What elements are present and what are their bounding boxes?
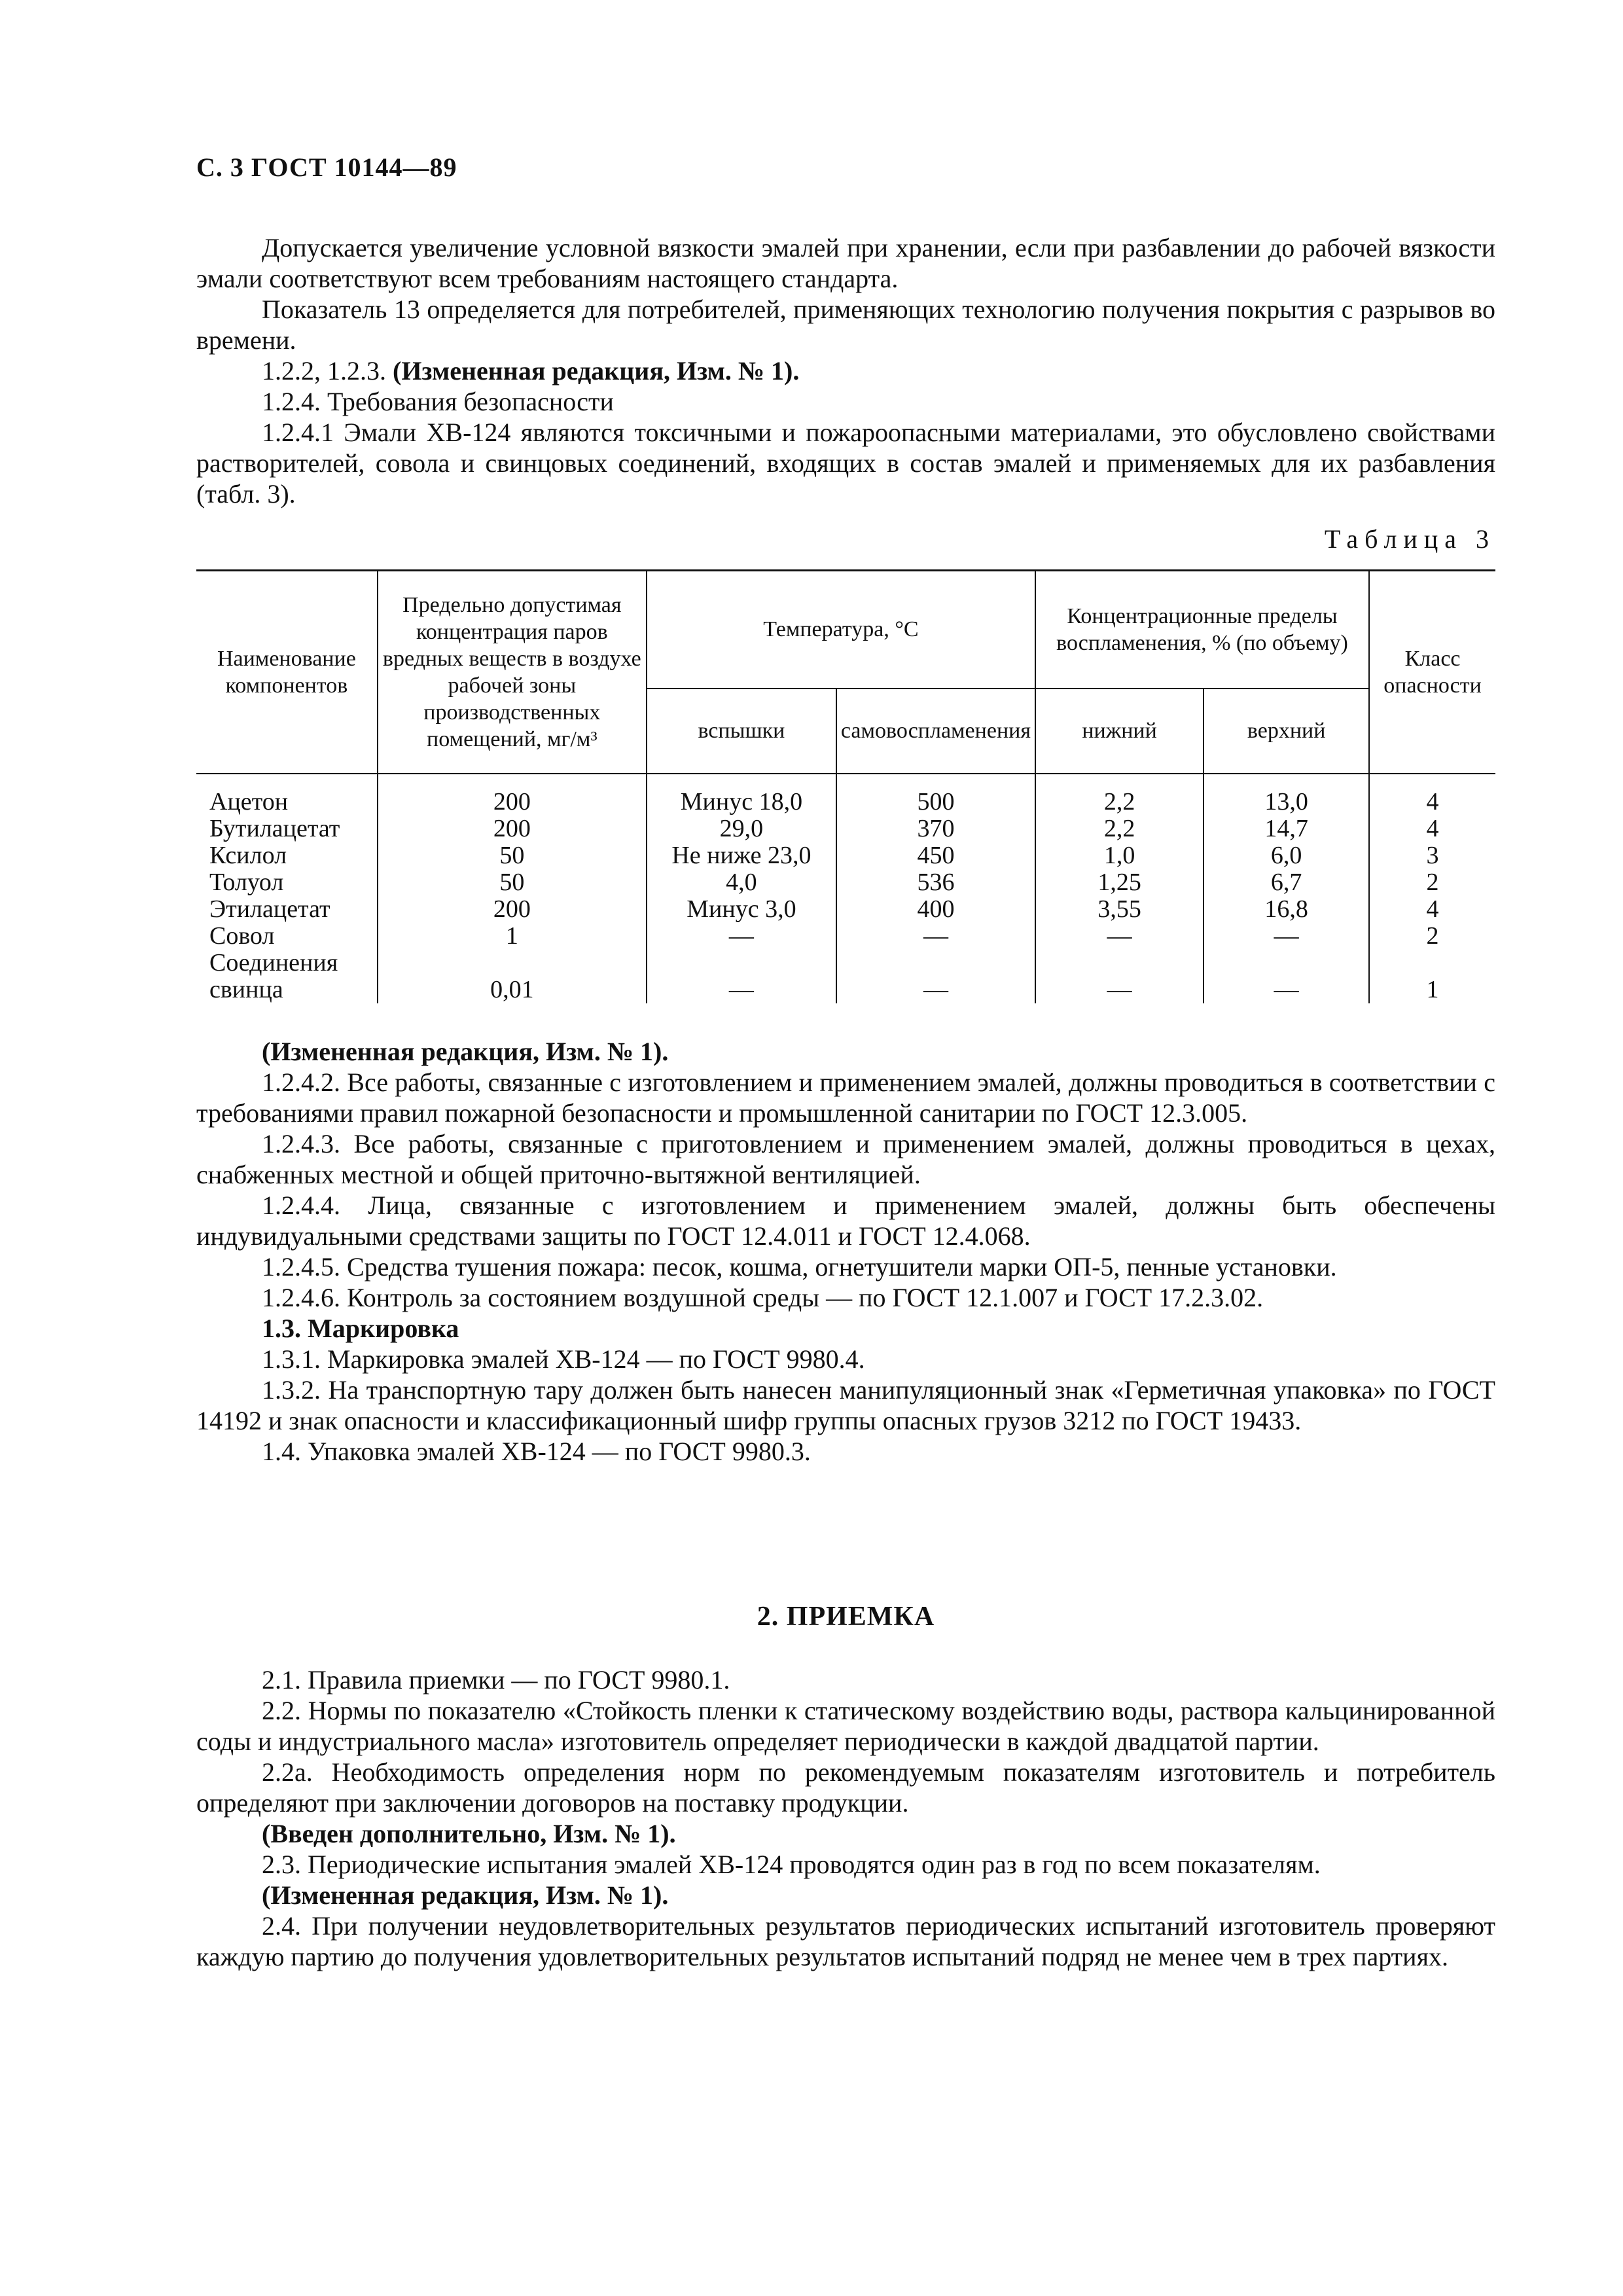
header-flash: вспышки [647,689,836,774]
paragraph-viscosity: Допускается увеличение условной вязкости эмалей при хранении, если при разбавлении до рабочей вязкости эмали соответствуют всем требованиям настоящего стандарта. [196,233,1495,293]
table-cell [647,950,836,977]
table-cell: 450 [836,842,1035,869]
table-cell: Бутилацетат [196,816,378,842]
paragraph-131: 1.3.1. Маркировка эмалей ХВ-124 — по ГОСТ 9980.4. [262,1344,865,1374]
paragraph-24: 2.4. При получении неудовлетворительных результатов периодических испытаний изготовитель проверяют каждую партию до получения удовлетворительных результатов испытаний подряд не менее чем в трех партиях. [196,1911,1495,1971]
table-row [196,977,1495,1003]
paragraph-132: 1.3.2. На транспортную тару должен быть нанесен манипуляционный знак «Герметичная упаковка» по ГОСТ 14192 и знак опасности и классификационный шифр группы опасных грузов 3212 по ГОСТ 19433. [196,1375,1495,1435]
table-cell: 13,0 [1204,774,1369,816]
table-cell [1035,950,1204,977]
paragraph-22: 2.2. Нормы по показателю «Стойкость пленки к статическому воздействию воды, раствора кальцинированной соды и индустриального масла» изготовитель определяет периодически в каждой двадцатой партии. [196,1696,1495,1756]
header-temperature: Температура, °С [647,571,1035,689]
heading-safety-requirements: 1.2.4. Требования безопасности [262,387,614,416]
after-table-section [196,1036,1495,1467]
table-cell: — [836,977,1035,1003]
acceptance-section [196,1664,1495,1972]
table-caption: Таблица 3 [1324,524,1495,554]
table-cell: — [647,923,836,950]
table-cell: 536 [836,869,1035,896]
table-cell: — [1035,923,1204,950]
header-lower: нижний [1035,689,1204,774]
header-upper: верхний [1204,689,1369,774]
table-cell: 4 [1369,816,1495,842]
table-cell: Совол [196,923,378,950]
paragraph-indicator-13: Показатель 13 определяется для потребителей, применяющих технологию получения покрытия с разрывов во времени. [196,295,1495,355]
table-cell: — [836,923,1035,950]
paragraph-14: 1.4. Упаковка эмалей ХВ-124 — по ГОСТ 9980.3. [262,1437,811,1466]
header-concentration: Концентрационные пределы воспламенения, % (по объему) [1035,571,1369,689]
paragraph-122-123 [196,355,1495,386]
table-cell: свинца [196,977,378,1003]
table-cell: — [1204,977,1369,1003]
table-cell [836,950,1035,977]
table-cell: Ксилол [196,842,378,869]
table-cell [1369,950,1495,977]
table-cell: 2,2 [1035,774,1204,816]
clause-number: 1.2.2, 1.2.3. [262,356,386,386]
amendment-note: (Измененная редакция, Изм. № 1). [262,1037,669,1066]
table-cell: Этилацетат [196,896,378,923]
table-cell: 1 [1369,977,1495,1003]
table-row [196,842,1495,869]
table-cell: 2,2 [1035,816,1204,842]
header-name: Наименование компонентов [196,571,378,774]
hazard-table [196,569,1495,1003]
paragraph-1246: 1.2.4.6. Контроль за состоянием воздушной среды — по ГОСТ 12.1.007 и ГОСТ 17.2.3.02. [262,1283,1264,1312]
table-cell: 14,7 [1204,816,1369,842]
table-cell: 2 [1369,869,1495,896]
table-cell: Ацетон [196,774,378,816]
table-cell: 3,55 [1035,896,1204,923]
table-cell: 4 [1369,896,1495,923]
page-header: С. 3 ГОСТ 10144—89 [196,152,457,182]
table-cell [378,950,647,977]
table-cell: — [1204,923,1369,950]
table-cell: 1,0 [1035,842,1204,869]
table-cell: 0,01 [378,977,647,1003]
table-cell: 200 [378,816,647,842]
table-row [196,950,1495,977]
paragraph-1244: 1.2.4.4. Лица, связанные с изготовлением и применением эмалей, должны быть обеспечены индувидуальными средствами защиты по ГОСТ 12.4.011 и ГОСТ 12.4.068. [196,1191,1495,1251]
table-cell: 50 [378,842,647,869]
amendment-note: (Измененная редакция, Изм. № 1). [393,356,800,386]
table-cell: 370 [836,816,1035,842]
paragraph-21: 2.1. Правила приемки — по ГОСТ 9980.1. [262,1665,730,1695]
table-row [196,923,1495,950]
header-autoignition: самовоспламенения [836,689,1035,774]
table-cell: Минус 3,0 [647,896,836,923]
table-cell: 1 [378,923,647,950]
paragraph-1242: 1.2.4.2. Все работы, связанные с изготовлением и применением эмалей, должны проводиться в соответствии с требованиями правил пожарной безопасности и промышленной санитарии по ГОСТ 12.3.005. [196,1067,1495,1128]
table-cell: Не ниже 23,0 [647,842,836,869]
paragraph-1243: 1.2.4.3. Все работы, связанные с приготовлением и применением эмалей, должны проводиться в цехах, снабженных местной и общей приточно-вытяжной вентиляцией. [196,1129,1495,1189]
table-cell: 6,0 [1204,842,1369,869]
paragraph-22a: 2.2а. Необходимость определения норм по рекомендуемым показателям изготовитель и потребитель определяют при заключении договоров на поставку продукции. [196,1757,1495,1818]
table-cell: 200 [378,896,647,923]
table-cell: 4 [1369,774,1495,816]
header-mpc: Предельно допустимая концентрация паров вредных веществ в воздухе рабочей зоны производственных помещений, мг/м³ [378,571,647,774]
table-cell: 1,25 [1035,869,1204,896]
table-row [196,774,1495,816]
table-cell: — [647,977,836,1003]
table-cell: Минус 18,0 [647,774,836,816]
table-cell: 400 [836,896,1035,923]
paragraph-23: 2.3. Периодические испытания эмалей ХВ-124 проводятся один раз в год по всем показателям. [262,1850,1321,1879]
table-cell [1204,950,1369,977]
table-cell: 500 [836,774,1035,816]
table-cell: 50 [378,869,647,896]
amendment-note: (Измененная редакция, Изм. № 1). [262,1880,669,1910]
table-cell: — [1035,977,1204,1003]
section-title-acceptance: 2. ПРИЕМКА [757,1602,935,1632]
table-cell: Соединения [196,950,378,977]
amendment-note: (Введен дополнительно, Изм. № 1). [262,1819,676,1848]
table-cell: 29,0 [647,816,836,842]
table-row [196,869,1495,896]
paragraph-1241: 1.2.4.1 Эмали ХВ-124 являются токсичными и пожароопасными материалами, это обусловлено свойствами растворителей, совола и свинцовых соединений, входящих в состав эмалей и применяемых для их разбавления (табл. 3). [196,418,1495,509]
header-hazard-class: Класс опасности [1369,571,1495,774]
table-cell: 6,7 [1204,869,1369,896]
table-cell: Толуол [196,869,378,896]
paragraph-1245: 1.2.4.5. Средства тушения пожара: песок, кошма, огнетушители марки ОП-5, пенные установки. [262,1252,1337,1282]
table-row [196,896,1495,923]
table-cell: 16,8 [1204,896,1369,923]
intro-section [196,232,1495,509]
table-cell: 4,0 [647,869,836,896]
table-cell: 2 [1369,923,1495,950]
table-row [196,816,1495,842]
table-cell: 200 [378,774,647,816]
table-cell: 3 [1369,842,1495,869]
heading-marking: 1.3. Маркировка [262,1314,459,1343]
